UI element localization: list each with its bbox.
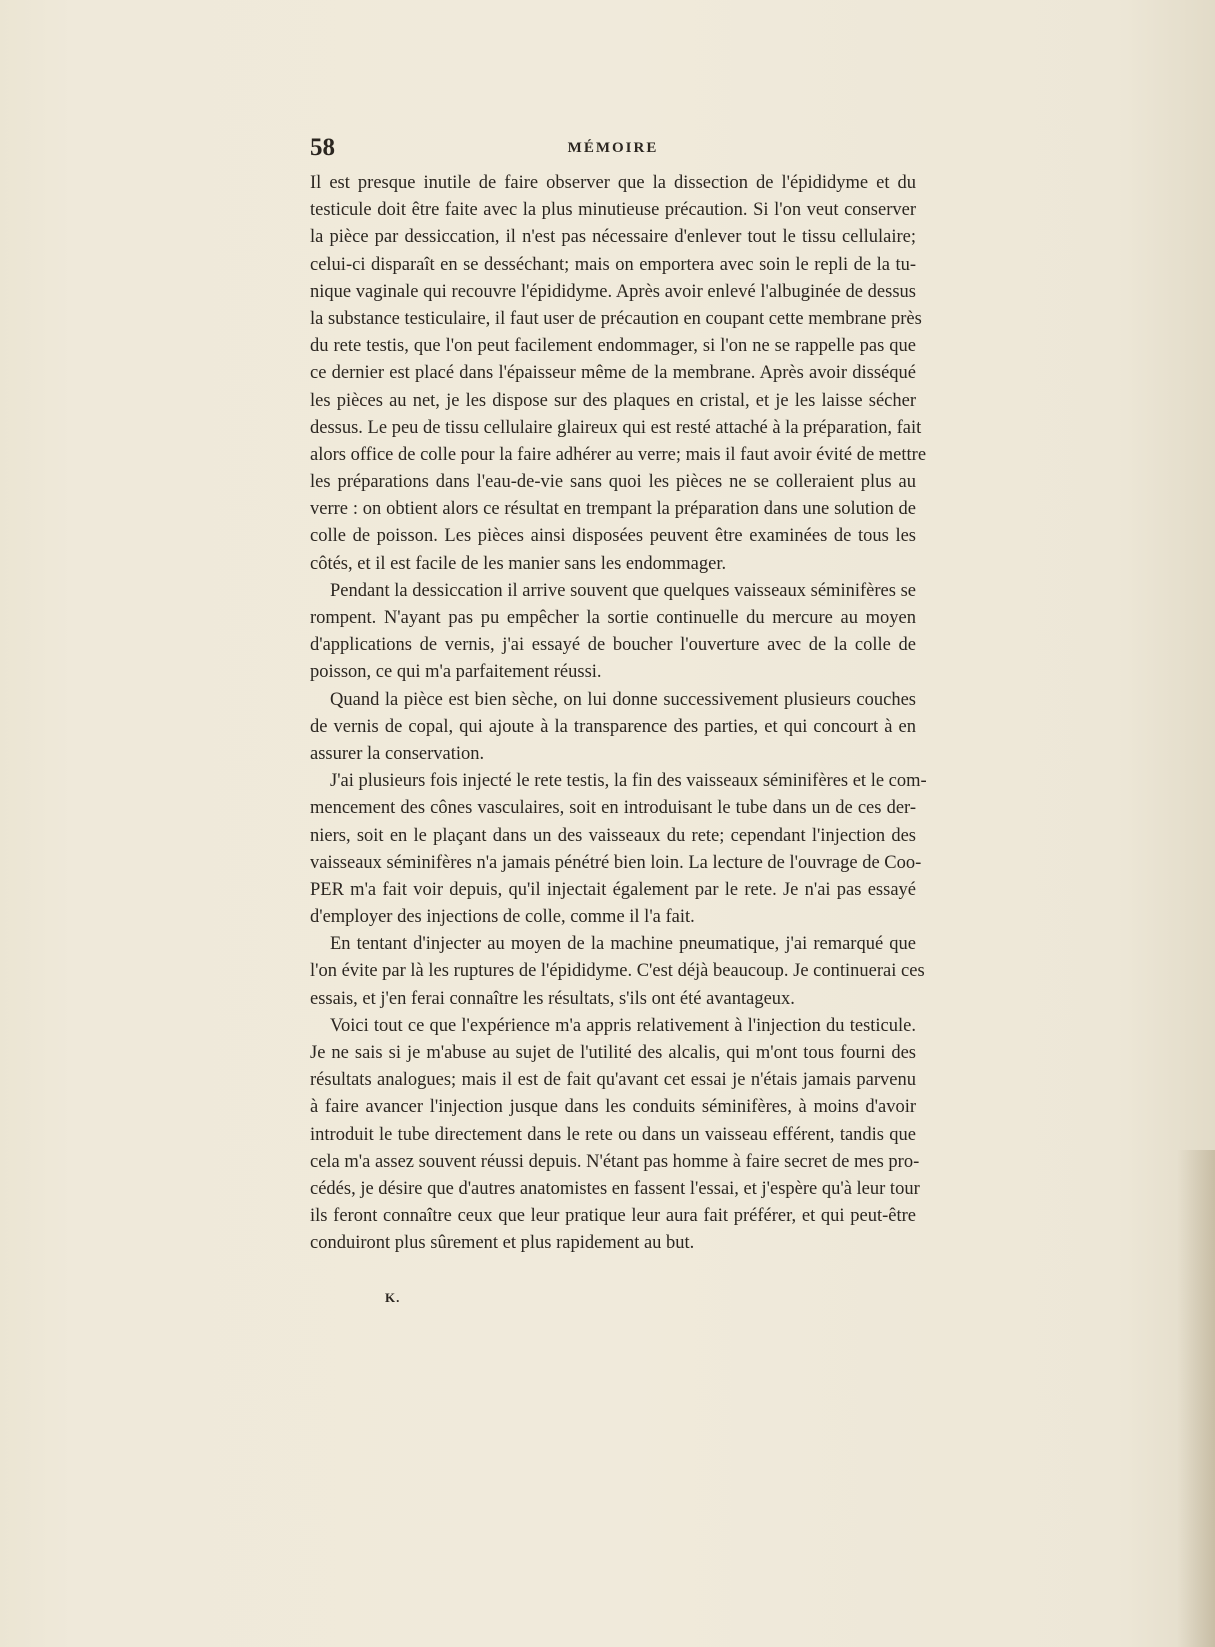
text-line: vaisseaux séminifères n'a jamais pénétré bien loin. La lecture de l'ouvrage de Coo- [310,852,922,873]
text-line: niers, soit en le plaçant dans un des vaisseaux du rete; cependant l'injection des [310,825,916,846]
text-line: poisson, ce qui m'a parfaitement réussi. [310,662,602,683]
text-line: Pendant la dessiccation il arrive souvent que quelques vaisseaux séminifères se [330,580,916,601]
text-line: les préparations dans l'eau-de-vie sans quoi les pièces ne se colleraient plus au [310,472,916,493]
body-text [310,170,927,1258]
text-line: à faire avancer l'injection jusque dans les conduits séminifères, à moins d'avoir [310,1097,916,1118]
text-line: conduiront plus sûrement et plus rapidement au but. [310,1233,695,1254]
text-line: d'employer des injections de colle, comme il l'a fait. [310,907,695,928]
text-line: du rete testis, que l'on peut facilement endommager, si l'on ne se rappelle pas que [310,336,916,357]
text-line: nique vaginale qui recouvre l'épididyme. Après avoir enlevé l'albuginée de dessus [310,281,916,302]
text-line: de vernis de copal, qui ajoute à la transparence des parties, et qui concourt à en [310,716,916,737]
text-line: colle de poisson. Les pièces ainsi disposées peuvent être examinées de tous les [310,526,916,547]
text-line: ils feront connaître ceux que leur pratique leur aura fait préférer, et qui peut-être [310,1206,916,1227]
text-line: introduit le tube directement dans le rete ou dans un vaisseau efférent, tandis que [310,1124,916,1145]
text-line: la substance testiculaire, il faut user de précaution en coupant cette membrane près [310,308,922,329]
text-line: dessus. Le peu de tissu cellulaire glaireux qui est resté attaché à la préparation, fait [310,417,922,438]
text-line: Il est presque inutile de faire observer que la dissection de l'épididyme et du [310,173,916,193]
page-edge-shadow [1177,1150,1215,1647]
text-line: Je ne sais si je m'abuse au sujet de l'utilité des alcalis, qui m'ont tous fourni des [310,1043,916,1063]
text-line: J'ai plusieurs fois injecté le rete testis, la fin des vaisseaux séminifères et le com- [330,771,927,792]
text-line: la pièce par dessiccation, il n'est pas nécessaire d'enlever tout le tissu cellulaire; [310,227,916,248]
text-line: mencement des cônes vasculaires, soit en introduisant le tube dans un de ces der- [310,798,916,819]
running-title: MÉMOIRE [567,140,659,156]
text-line: alors office de colle pour la faire adhérer au verre; mais il faut avoir évité de mettre [310,444,927,465]
text-line: celui-ci disparaît en se desséchant; mais on emportera avec soin le repli de la tu- [310,254,916,275]
text-line: cédés, je désire que d'autres anatomistes en fassent l'essai, et j'espère qu'à leur tour [310,1178,920,1199]
text-line: PER m'a fait voir depuis, qu'il injectait également par le rete. Je n'ai pas essayé [310,879,916,900]
text-line: les pièces au net, je les dispose sur des plaques en cristal, et je les laisse sécher [310,390,916,411]
text-line: Voici tout ce que l'expérience m'a appris relativement à l'injection du testicule. [330,1015,916,1036]
text-line: ce dernier est placé dans l'épaisseur même de la membrane. Après avoir disséqué [310,363,916,384]
page-number: 58 [310,134,335,161]
text-line: essais, et j'en ferai connaître les résultats, s'ils ont été avantageux. [310,988,795,1009]
signature-initial: K. [385,1290,401,1305]
text-line: cela m'a assez souvent réussi depuis. N'étant pas homme à faire secret de mes pro- [310,1151,920,1172]
text-line: En tentant d'injecter au moyen de la machine pneumatique, j'ai remarqué que [330,934,916,955]
page-header [310,134,916,162]
text-line: Quand la pièce est bien sèche, on lui donne successivement plusieurs couches [330,689,916,710]
text-line: verre : on obtient alors ce résultat en trempant la préparation dans une solution de [310,499,916,520]
text-line: d'applications de vernis, j'ai essayé de boucher l'ouverture avec de la colle de [310,635,916,656]
text-line: assurer la conservation. [310,743,485,764]
text-line: résultats analogues; mais il est de fait qu'avant cet essai je n'étais jamais parvenu [310,1070,916,1091]
text-line: côtés, et il est facile de les manier sans les endommager. [310,553,727,574]
text-line: rompent. N'ayant pas pu empêcher la sortie continuelle du mercure au moyen [310,608,916,628]
text-line: testicule doit être faite avec la plus minutieuse précaution. Si l'on veut conserver [310,200,916,221]
text-line: l'on évite par là les ruptures de l'épididyme. C'est déjà beaucoup. Je continuerai ces [310,961,925,982]
